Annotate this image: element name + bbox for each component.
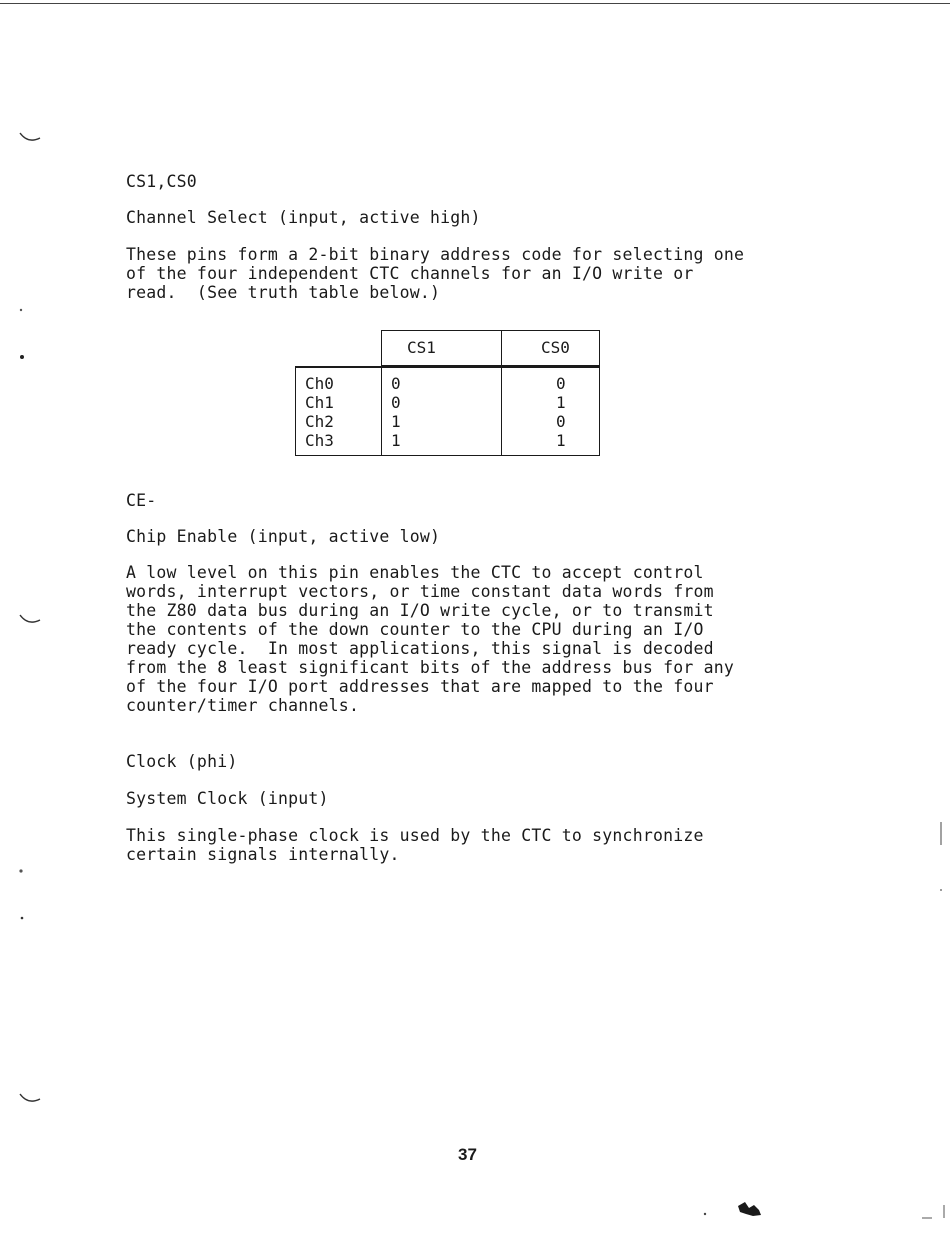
row-cs1-value: 1: [391, 412, 401, 431]
description-line: A low level on this pin enables the CTC to accept control: [126, 563, 704, 582]
pin-description-ce: [126, 563, 826, 715]
description-line: from the 8 least significant bits of the address bus for any: [126, 658, 735, 677]
row-cs1-value: 0: [391, 374, 401, 393]
pin-heading-cs: CS1,CS0: [126, 172, 197, 191]
pin-title-cs: Channel Select (input, active high): [126, 208, 481, 227]
truth-table: [295, 330, 600, 456]
binder-hole-mark: [18, 1091, 42, 1107]
row-channel: Ch1: [305, 393, 334, 412]
pin-heading-ce: CE-: [126, 491, 157, 510]
row-channel: Ch0: [305, 374, 334, 393]
binder-hole-mark: [18, 612, 42, 628]
row-cs0-value: 0: [556, 374, 566, 393]
pin-description-cs: [126, 245, 826, 302]
description-line: These pins form a 2-bit binary address code for selecting one: [126, 245, 745, 264]
row-channel: Ch2: [305, 412, 334, 431]
table-header-cs1: CS1: [407, 338, 436, 357]
row-cs0-value: 1: [556, 393, 566, 412]
pin-heading-clock: Clock (phi): [126, 752, 238, 771]
description-line: ready cycle. In most applications, this signal is decoded: [126, 639, 714, 658]
scan-speck: [18, 305, 26, 365]
pin-title-clock: System Clock (input): [126, 789, 329, 808]
row-cs1-value: 1: [391, 431, 401, 450]
description-line: This single-phase clock is used by the CTC to synchronize: [126, 826, 704, 845]
row-channel: Ch3: [305, 431, 334, 450]
column-divider: [381, 366, 382, 456]
scan-blot: [735, 1198, 765, 1220]
description-line: counter/timer channels.: [126, 696, 360, 715]
scan-speck: [18, 865, 26, 925]
row-cs0-value: 1: [556, 431, 566, 450]
page-number: 37: [458, 1145, 477, 1164]
table-body-box: [295, 366, 600, 456]
scan-speck: [938, 820, 946, 900]
description-line: words, interrupt vectors, or time constant data words from: [126, 582, 714, 601]
binder-hole-mark: [18, 130, 42, 146]
table-header-cs0: CS0: [541, 338, 570, 357]
description-line: certain signals internally.: [126, 845, 400, 864]
description-line: the Z80 data bus during an I/O write cycle, or to transmit: [126, 601, 714, 620]
column-divider: [501, 330, 502, 456]
description-line: the contents of the down counter to the CPU during an I/O: [126, 620, 704, 639]
top-rule: [0, 3, 950, 4]
pin-description-clock: [126, 826, 826, 864]
pin-title-ce: Chip Enable (input, active low): [126, 527, 441, 546]
description-line: read. (See truth table below.): [126, 283, 441, 302]
description-line: of the four independent CTC channels for an I/O write or: [126, 264, 694, 283]
row-cs1-value: 0: [391, 393, 401, 412]
description-line: of the four I/O port addresses that are mapped to the four: [126, 677, 714, 696]
row-cs0-value: 0: [556, 412, 566, 431]
